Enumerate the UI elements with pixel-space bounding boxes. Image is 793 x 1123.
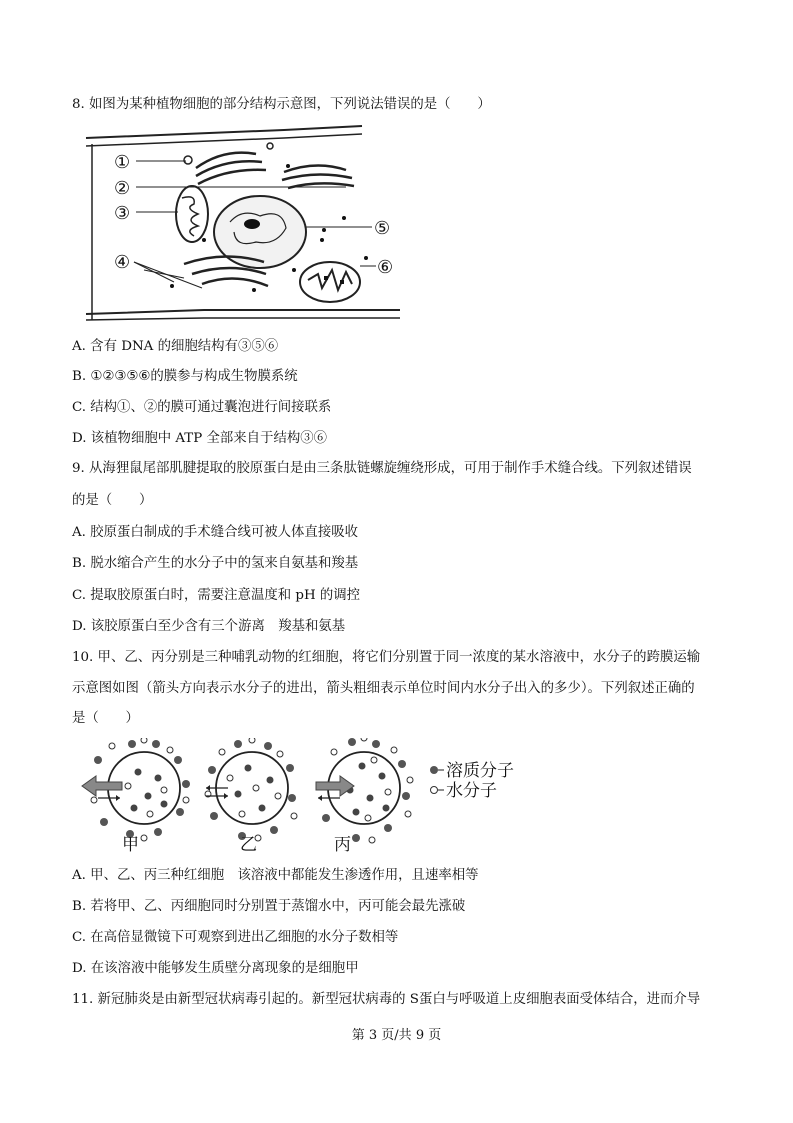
cell-yi — [205, 738, 297, 841]
cell-name-yi: 乙 — [240, 835, 257, 855]
chloroplast — [176, 186, 208, 242]
q11-stem-line1: 11. 新冠肺炎是由新型冠状病毒引起的。新型冠状病毒的 S蛋白与呼吸道上皮细胞表面受体结合，进而介导 — [72, 992, 701, 1007]
q10-option-d: D. 在该溶液中能够发生质壁分离现象的是细胞甲 — [72, 961, 359, 976]
q10-option-a: A. 甲、乙、丙三种红细胞 该溶液中都能发生渗透作用，且速率相等 — [72, 868, 479, 883]
label-3: ③ — [114, 203, 131, 224]
label-2: ② — [114, 178, 131, 199]
cell-bing — [316, 738, 413, 843]
q10-option-c: C. 在高倍显微镜下可观察到进出乙细胞的水分子数相等 — [72, 930, 399, 945]
cell-name-jia: 甲 — [122, 835, 139, 855]
label-4: ④ — [114, 252, 131, 273]
q8-option-a: A. 含有 DNA 的细胞结构有③⑤⑥ — [72, 339, 279, 354]
q8-option-c: C. 结构①、②的膜可通过囊泡进行间接联系 — [72, 400, 332, 415]
q8-option-d: D. 该植物细胞中 ATP 全部来自于结构③⑥ — [72, 431, 328, 446]
q8-option-b: B. ①②③⑤⑥的膜参与构成生物膜系统 — [72, 369, 298, 384]
legend — [430, 761, 514, 801]
legend-solute: 溶质分子 — [446, 761, 514, 781]
q9-stem-line1: 9. 从海狸鼠尾部肌腱提取的胶原蛋白是由三条肽链螺旋缠绕形成，可用于制作手术缝合线。下列叙述错误 — [72, 461, 692, 476]
q10-stem-line3: 是（ ） — [72, 711, 139, 726]
label-1: ① — [114, 152, 131, 173]
legend-water: 水分子 — [446, 781, 497, 801]
q9-option-c: C. 提取胶原蛋白时，需要注意温度和 pH 的调控 — [72, 588, 361, 603]
golgi-apparatus-1 — [184, 143, 273, 184]
cell-jia — [82, 738, 190, 841]
plant-cell-diagram — [84, 124, 400, 324]
q8-stem: 8. 如图为某种植物细胞的部分结构示意图，下列说法错误的是（ ） — [72, 97, 491, 112]
q9-option-d: D. 该胶原蛋白至少含有三个游离 羧基和氨基 — [72, 619, 346, 634]
page-footer: 第 3 页/共 9 页 — [351, 1028, 442, 1043]
q10-stem-line2: 示意图如图（箭头方向表示水分子的进出，箭头粗细表示单位时间内水分子出入的多少）。下列叙述正确的 — [72, 681, 695, 696]
cell-name-bing: 丙 — [334, 835, 351, 855]
endoplasmic-reticulum — [282, 165, 354, 188]
q9-option-b: B. 脱水缩合产生的水分子中的氢来自氨基和羧基 — [72, 556, 359, 571]
label-5: ⑤ — [374, 218, 391, 239]
q9-stem-line2: 的是（ ） — [72, 493, 153, 508]
mitochondrion — [300, 262, 360, 302]
q10-stem-line1: 10. 甲、乙、丙分别是三种哺乳动物的红细胞，将它们分别置于同一浓度的某水溶液中，水分子的跨膜运输 — [72, 650, 701, 665]
red-cells-diagram — [72, 738, 542, 858]
q10-option-b: B. 若将甲、乙、丙细胞同时分别置于蒸馏水中，丙可能会最先涨破 — [72, 899, 466, 914]
label-6: ⑥ — [377, 257, 394, 278]
q9-option-a: A. 胶原蛋白制成的手术缝合线可被人体直接吸收 — [72, 525, 358, 540]
